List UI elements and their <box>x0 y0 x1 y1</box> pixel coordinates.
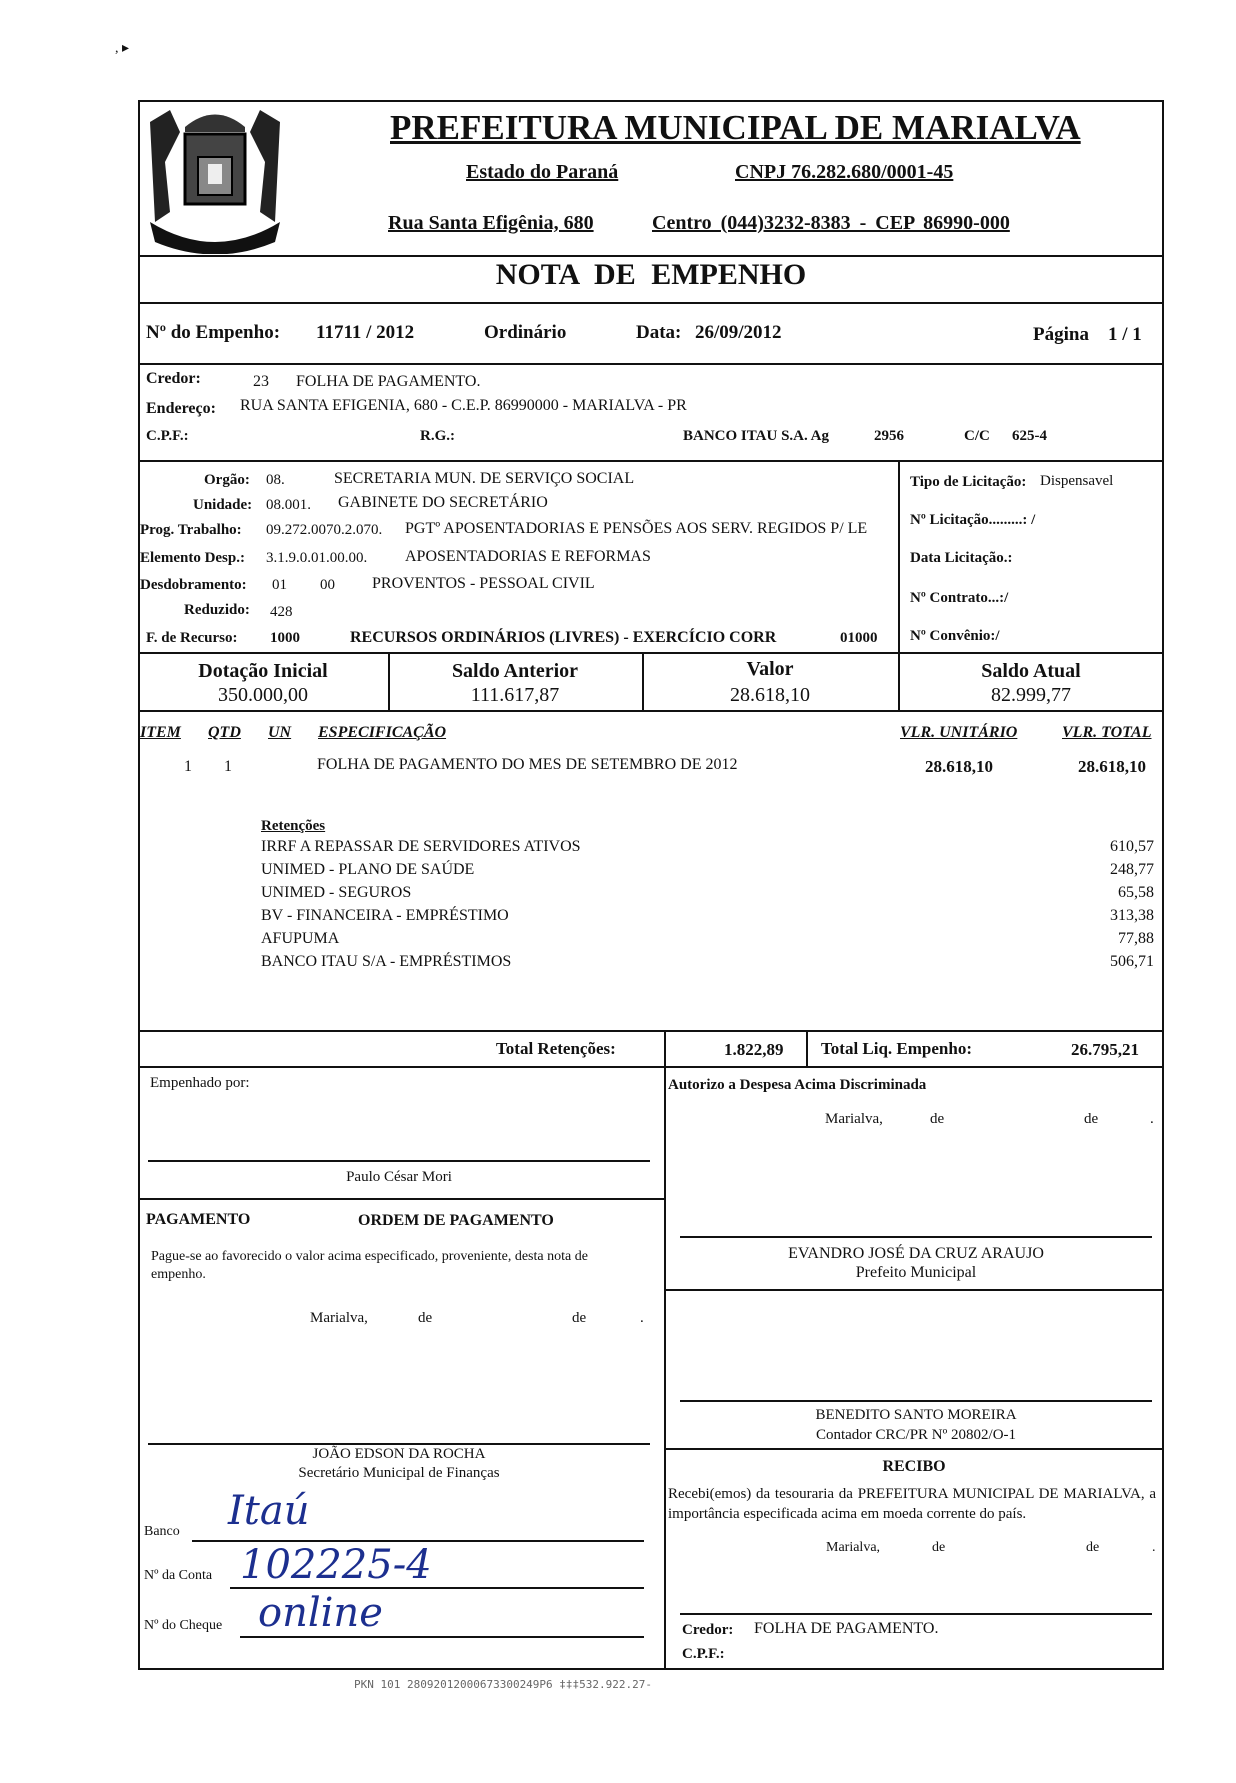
cpf-label: C.P.F.: <box>146 428 189 444</box>
state-name: Estado do Paraná <box>466 161 619 183</box>
document-title: NOTA DE EMPENHO <box>495 258 807 291</box>
valor-value: 28.618,10 <box>730 684 810 706</box>
desdobramento-code-a: 01 <box>272 577 287 593</box>
empenhado-por-name: Paulo César Mori <box>346 1169 452 1185</box>
secretario-name: JOÃO EDSON DA ROCHA <box>312 1446 486 1462</box>
page-number: 1 / 1 <box>1108 324 1142 345</box>
footer-code: PKN 101 28092012000673300249P6 ‡‡‡532.922.27- <box>354 1678 653 1691</box>
cheque-handwritten: online <box>258 1590 383 1636</box>
orgao-code: 08. <box>266 472 285 488</box>
empenhado-por-label: Empenhado por: <box>150 1075 250 1091</box>
col-un: UN <box>268 724 292 741</box>
autorizo-dot: . <box>1150 1111 1154 1127</box>
address-label: Endereço: <box>146 400 216 417</box>
divider <box>138 652 1164 654</box>
retencao-value: 506,71 <box>1110 953 1154 970</box>
recibo-de-2: de <box>1086 1540 1100 1555</box>
unidade-label: Unidade: <box>193 497 253 513</box>
total-liquido-value: 26.795,21 <box>1071 1040 1139 1059</box>
prog-label: Prog. Trabalho: <box>140 522 242 538</box>
conta-handwritten: 102225-4 <box>240 1542 432 1588</box>
divider <box>138 255 1164 257</box>
district-phone-cep: Centro (044)3232-8383 - CEP 86990-000 <box>652 212 1010 234</box>
divider <box>664 1289 1164 1291</box>
conta-label: Nº da Conta <box>144 1568 213 1583</box>
cc-number: 625-4 <box>1012 428 1047 444</box>
signature-line <box>680 1613 1152 1615</box>
contador-role: Contador CRC/PR Nº 20802/O-1 <box>815 1427 1017 1443</box>
cc-label: C/C <box>964 428 990 444</box>
empenho-date: 26/09/2012 <box>695 322 782 343</box>
date-label: Data: <box>636 322 682 343</box>
divider <box>898 460 900 652</box>
bank-agency: 2956 <box>874 428 904 444</box>
empenho-number-label: Nº do Empenho: <box>146 322 281 343</box>
col-specification: ESPECIFICAÇÃO <box>318 724 447 741</box>
credor-name: FOLHA DE PAGAMENTO. <box>296 373 481 390</box>
autorizo-label: Autorizo a Despesa Acima Discriminada <box>668 1077 927 1093</box>
empenho-type: Ordinário <box>484 322 567 343</box>
ordem-de-1: de <box>418 1310 433 1326</box>
divider <box>138 1066 1164 1068</box>
desdobramento-name: PROVENTOS - PESSOAL CIVIL <box>372 575 595 592</box>
coat-of-arms-logo <box>140 102 290 254</box>
corner-marks: , ▸ <box>115 41 130 56</box>
signature-line <box>680 1400 1152 1402</box>
recurso-label: F. de Recurso: <box>146 630 238 646</box>
ordem-dot: . <box>640 1310 644 1326</box>
credor-address: RUA SANTA EFIGENIA, 680 - C.E.P. 86990000 - MARIALVA - PR <box>240 397 687 414</box>
empenho-number: 11711 / 2012 <box>316 322 415 343</box>
prefeitura-title: PREFEITURA MUNICIPAL DE MARIALVA <box>390 108 1081 147</box>
total-liquido-label: Total Liq. Empenho: <box>821 1039 972 1058</box>
divider <box>138 1198 664 1200</box>
ordem-place: Marialva, <box>310 1310 368 1326</box>
dotacao-value: 350.000,00 <box>218 684 308 706</box>
tipo-licitacao-value: Dispensavel <box>1040 473 1114 489</box>
contador-name: BENEDITO SANTO MOREIRA <box>815 1407 1017 1423</box>
divider <box>664 1448 1164 1450</box>
numero-licitacao: Nº Licitação.........: / <box>910 512 1036 528</box>
saldo-anterior-value: 111.617,87 <box>470 684 560 706</box>
saldo-anterior-label: Saldo Anterior <box>451 660 579 682</box>
autorizo-de-2: de <box>1084 1111 1099 1127</box>
elemento-name: APOSENTADORIAS E REFORMAS <box>405 548 651 565</box>
retencoes-title: Retenções <box>261 818 326 834</box>
divider <box>138 1030 1164 1032</box>
total-retencoes-value: 1.822,89 <box>724 1040 784 1059</box>
recurso-code: 1000 <box>270 630 300 646</box>
retencao-label: IRRF A REPASSAR DE SERVIDORES ATIVOS <box>261 838 581 855</box>
recibo-text: Recebi(emos) da tesouraria da PREFEITURA MUNICIPAL DE MARIALVA, a importância especificada acima em moeda corrente do país. <box>668 1486 1156 1522</box>
banco-label: Banco <box>144 1524 180 1539</box>
ordem-pagamento-label: ORDEM DE PAGAMENTO <box>358 1212 554 1229</box>
bank-name: BANCO ITAU S.A. Ag <box>683 428 829 444</box>
numero-contrato: Nº Contrato...:/ <box>910 590 1009 606</box>
recurso-code-2: 01000 <box>840 630 878 646</box>
recibo-dot: . <box>1152 1540 1156 1555</box>
ordem-de-2: de <box>572 1310 587 1326</box>
row-qtd: 1 <box>224 758 232 775</box>
recibo-credor-label: Credor: <box>682 1622 734 1638</box>
retencao-value: 65,58 <box>1118 884 1154 901</box>
row-specification: FOLHA DE PAGAMENTO DO MES DE SETEMBRO DE 2012 <box>317 756 738 773</box>
total-retencoes-label: Total Retenções: <box>496 1039 616 1058</box>
street-address: Rua Santa Efigênia, 680 <box>388 212 594 234</box>
prefeito-role: Prefeito Municipal <box>855 1264 977 1281</box>
retencao-label: UNIMED - PLANO DE SAÚDE <box>261 861 475 878</box>
retencao-label: AFUPUMA <box>261 930 340 947</box>
saldo-atual-label: Saldo Atual <box>981 660 1081 682</box>
secretario-role: Secretário Municipal de Finanças <box>298 1465 500 1481</box>
recibo-place: Marialva, <box>826 1540 881 1555</box>
banco-handwritten: Itaú <box>228 1488 310 1534</box>
divider <box>138 460 1164 462</box>
data-licitacao: Data Licitação.: <box>910 550 1013 566</box>
desdobramento-code-b: 00 <box>320 577 335 593</box>
divider <box>138 710 1164 712</box>
elemento-label: Elemento Desp.: <box>140 550 245 566</box>
credor-code: 23 <box>253 373 269 390</box>
col-unit-value: VLR. UNITÁRIO <box>900 724 1018 741</box>
recibo-title: RECIBO <box>882 1458 946 1475</box>
retencao-label: UNIMED - SEGUROS <box>261 884 412 901</box>
credor-label: Credor: <box>146 370 201 387</box>
dotacao-label: Dotação Inicial <box>198 660 328 682</box>
pagamento-label: PAGAMENTO <box>146 1211 251 1228</box>
signature-line <box>680 1236 1152 1238</box>
recibo-credor-name: FOLHA DE PAGAMENTO. <box>754 1620 939 1637</box>
divider <box>138 363 1164 365</box>
col-total-value: VLR. TOTAL <box>1062 724 1152 741</box>
unidade-code: 08.001. <box>266 497 311 513</box>
signature-line <box>148 1160 650 1162</box>
orgao-name: SECRETARIA MUN. DE SERVIÇO SOCIAL <box>334 470 635 487</box>
retencao-value: 313,38 <box>1110 907 1154 924</box>
divider <box>664 1030 666 1066</box>
retencao-value: 610,57 <box>1110 838 1154 855</box>
retencao-value: 77,88 <box>1118 930 1154 947</box>
retencao-label: BANCO ITAU S/A - EMPRÉSTIMOS <box>261 953 512 970</box>
tipo-licitacao-label: Tipo de Licitação: <box>910 474 1027 490</box>
retencao-value: 248,77 <box>1110 861 1154 878</box>
numero-convenio: Nº Convênio:/ <box>910 628 1000 644</box>
elemento-code: 3.1.9.0.01.00.00. <box>266 550 368 566</box>
page-label: Página <box>1033 324 1089 345</box>
reduzido-label: Reduzido: <box>184 602 250 618</box>
cnpj: CNPJ 76.282.680/0001-45 <box>735 161 954 183</box>
divider <box>138 302 1164 304</box>
desdobramento-label: Desdobramento: <box>140 577 247 593</box>
col-qtd: QTD <box>208 724 241 741</box>
prog-name: PGTº APOSENTADORIAS E PENSÕES AOS SERV. REGIDOS P/ LE <box>405 520 868 537</box>
cheque-line <box>240 1636 644 1638</box>
retencao-label: BV - FINANCEIRA - EMPRÉSTIMO <box>261 907 509 924</box>
autorizo-place: Marialva, <box>825 1111 883 1127</box>
autorizo-de-1: de <box>930 1111 945 1127</box>
saldo-atual-value: 82.999,77 <box>991 684 1071 706</box>
rg-label: R.G.: <box>420 428 455 444</box>
reduzido-value: 428 <box>270 604 293 620</box>
divider <box>664 1066 666 1670</box>
signature-line <box>148 1443 650 1445</box>
orgao-label: Orgão: <box>204 472 250 488</box>
unidade-name: GABINETE DO SECRETÁRIO <box>338 494 548 511</box>
row-total-value: 28.618,10 <box>1078 757 1146 776</box>
prefeito-name: EVANDRO JOSÉ DA CRUZ ARAUJO <box>788 1245 1044 1262</box>
row-item: 1 <box>184 758 192 775</box>
col-item: ITEM <box>140 724 181 741</box>
cheque-label: Nº do Cheque <box>144 1618 223 1633</box>
recibo-de-1: de <box>932 1540 946 1555</box>
ordem-pagamento-text: Pague-se ao favorecido o valor acima especificado, proveniente, desta nota de empenho. <box>151 1249 588 1282</box>
row-unit-value: 28.618,10 <box>925 757 993 776</box>
recurso-name: RECURSOS ORDINÁRIOS (LIVRES) - EXERCÍCIO CORR <box>350 629 777 646</box>
prog-code: 09.272.0070.2.070. <box>266 522 383 538</box>
recibo-cpf-label: C.P.F.: <box>682 1646 725 1662</box>
valor-label: Valor <box>746 658 794 680</box>
divider <box>806 1030 808 1066</box>
